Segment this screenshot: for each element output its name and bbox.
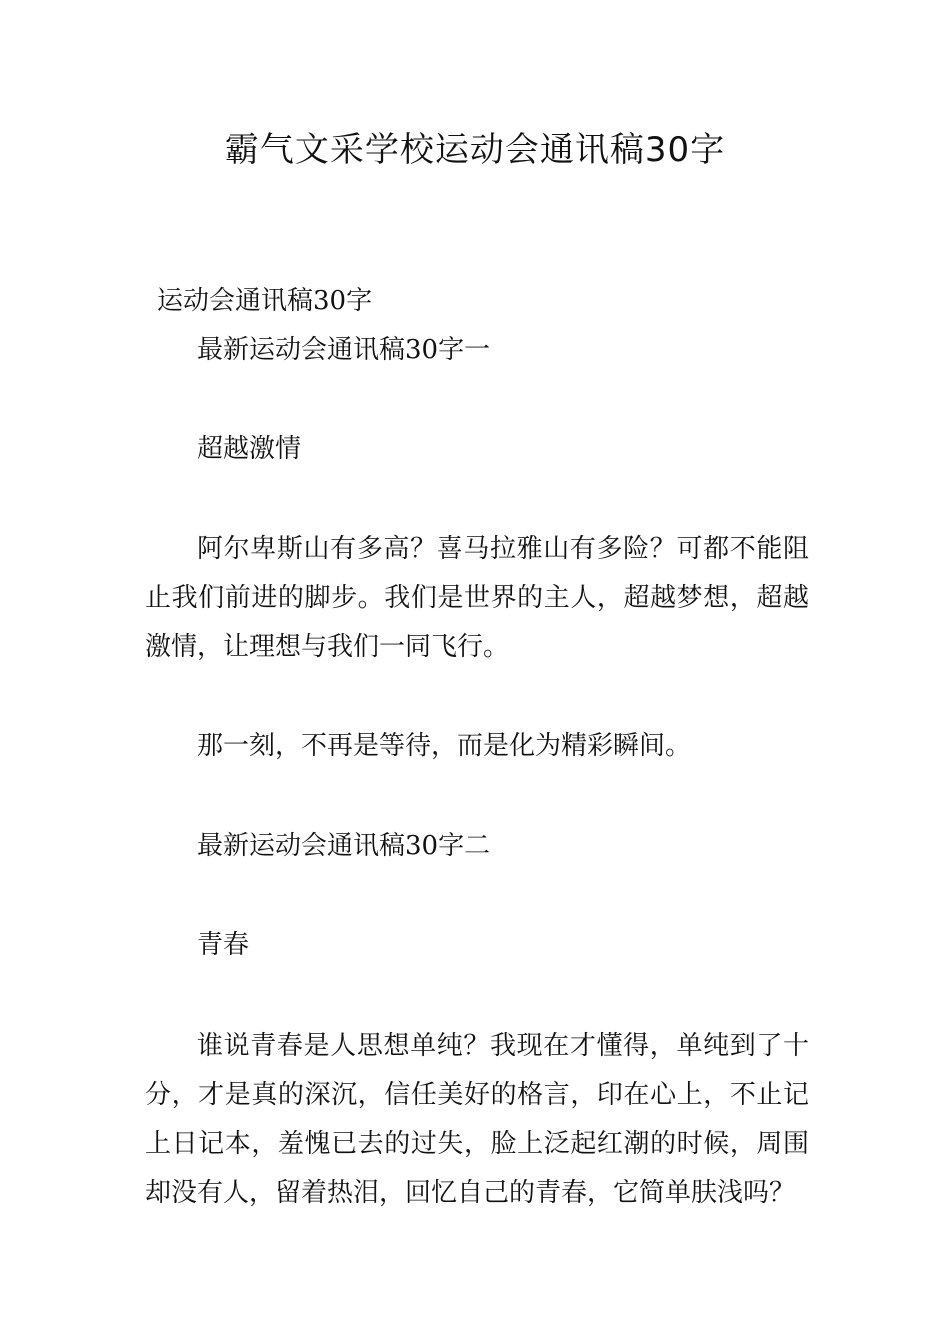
document-subtitle: 运动会通讯稿30字	[157, 286, 373, 316]
section-heading-1: 最新运动会通讯稿30字一	[197, 335, 491, 365]
page-title: 霸气文采学校运动会通讯稿30字	[224, 130, 726, 170]
essay-title-2: 青春	[197, 930, 250, 960]
section-heading-2: 最新运动会通讯稿30字二	[197, 831, 491, 861]
essay-paragraph-3: 谁说青春是人思想单纯？我现在才懂得，单纯到了十分，才是真的深沉，信任美好的格言，印在心上，不止记上日记本，羞愧已去的过失，脸上泛起红潮的时候，周围却没有人，留着热泪，回忆自己的青春，它简单肤浅吗？	[145, 1031, 809, 1208]
essay-title-1: 超越激情	[197, 434, 302, 464]
essay-paragraph-1: 阿尔卑斯山有多高？喜马拉雅山有多险？可都不能阻止我们前进的脚步。我们是世界的主人，超越梦想，超越激情，让理想与我们一同飞行。	[145, 534, 809, 662]
essay-paragraph-2: 那一刻，不再是等待，而是化为精彩瞬间。	[197, 731, 692, 761]
